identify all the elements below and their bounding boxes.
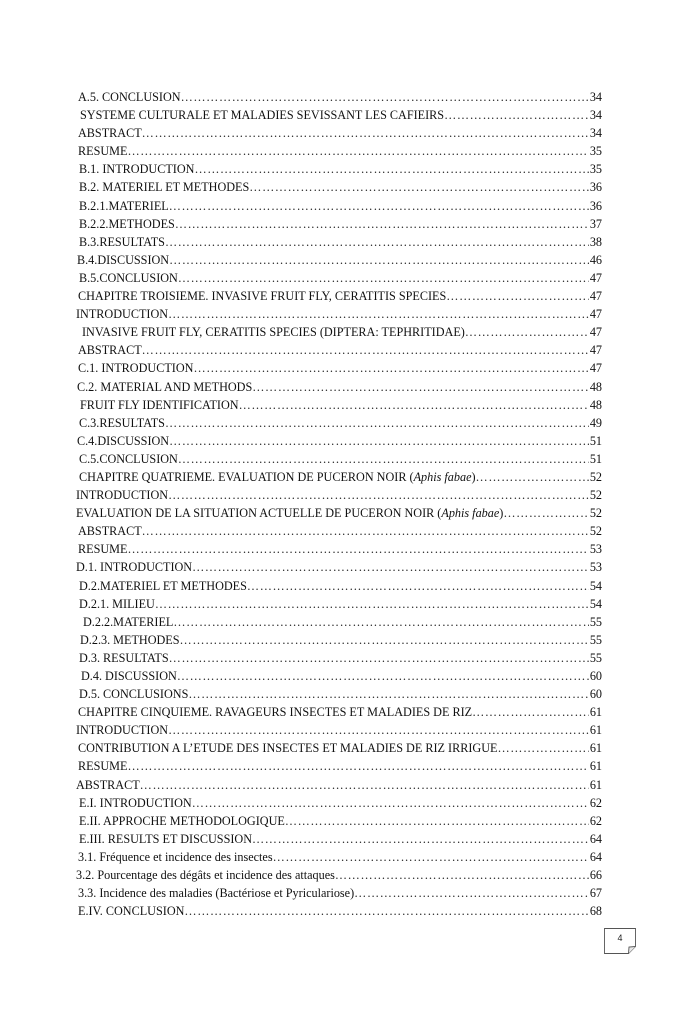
toc-entry-title bbox=[79, 812, 285, 830]
toc-dot-leader bbox=[465, 323, 589, 341]
toc-entry-page-number: 61 bbox=[589, 759, 602, 774]
toc-entry-page-number: 34 bbox=[589, 90, 602, 104]
toc-entry-title-text: INVASIVE FRUIT FLY, CERATITIS SPECIES (DIPTERA: TEPHRITIDAE) bbox=[82, 325, 465, 340]
toc-entry-page-number: 47 bbox=[589, 289, 602, 304]
toc-entry-page-number: 61 bbox=[589, 777, 602, 792]
toc-dot-leader bbox=[476, 468, 589, 486]
toc-entry[interactable] bbox=[76, 812, 602, 830]
toc-dot-leader bbox=[497, 739, 588, 757]
table-of-contents bbox=[76, 88, 602, 920]
toc-entry[interactable] bbox=[76, 341, 602, 359]
toc-entry[interactable] bbox=[76, 178, 602, 196]
toc-dot-leader bbox=[127, 142, 588, 160]
toc-entry[interactable] bbox=[76, 396, 602, 414]
toc-entry-title-text: B.1. INTRODUCTION bbox=[79, 162, 195, 177]
toc-entry-page-number: 51 bbox=[589, 451, 602, 466]
toc-entry-page-number: 38 bbox=[589, 234, 602, 249]
toc-entry-page-number: 52 bbox=[589, 506, 602, 521]
toc-entry-title bbox=[79, 233, 165, 251]
toc-entry-title-text: B.5.CONCLUSION bbox=[79, 270, 178, 285]
toc-entry-page-number: 35 bbox=[589, 144, 602, 159]
toc-dot-leader bbox=[446, 287, 589, 305]
toc-dot-leader bbox=[169, 197, 589, 215]
toc-entry[interactable] bbox=[76, 106, 602, 124]
toc-entry-species-name: Aphis fabae bbox=[441, 506, 500, 521]
toc-entry-title-text: CONTRIBUTION A L’ETUDE DES INSECTES ET MALADIES DE RIZ IRRIGUE bbox=[78, 741, 498, 756]
toc-entry-title-text: D.2.3. METHODES bbox=[80, 632, 180, 647]
toc-entry[interactable] bbox=[76, 848, 602, 866]
toc-dot-leader bbox=[140, 776, 589, 794]
toc-entry-title-text: C.2. MATERIAL AND METHODS bbox=[77, 379, 253, 394]
toc-entry[interactable] bbox=[76, 233, 602, 251]
toc-entry[interactable] bbox=[76, 794, 602, 812]
toc-dot-leader bbox=[273, 848, 589, 866]
toc-entry-title-text: B.2.1.MATERIEL bbox=[79, 198, 169, 213]
toc-entry[interactable] bbox=[76, 595, 602, 613]
toc-dot-leader bbox=[180, 631, 589, 649]
toc-entry-title-text: A.5. CONCLUSION bbox=[78, 90, 181, 104]
toc-entry[interactable] bbox=[76, 613, 602, 631]
toc-entry-title bbox=[78, 88, 181, 106]
toc-dot-leader bbox=[444, 106, 589, 124]
toc-entry[interactable] bbox=[76, 577, 602, 595]
toc-entry[interactable] bbox=[76, 287, 602, 305]
toc-entry-title bbox=[78, 884, 354, 902]
toc-entry-page-number: 62 bbox=[589, 795, 602, 810]
toc-dot-leader bbox=[168, 721, 589, 739]
toc-entry-page-number: 60 bbox=[589, 669, 602, 683]
toc-entry-page-number: 52 bbox=[589, 488, 602, 503]
toc-entry-title bbox=[77, 432, 169, 450]
toc-entry-title bbox=[78, 540, 127, 558]
toc-dot-leader bbox=[503, 504, 588, 522]
toc-entry-title bbox=[76, 721, 168, 739]
toc-dot-leader bbox=[193, 359, 588, 377]
toc-entry-title-text: D.3. RESULTATS bbox=[79, 650, 169, 665]
toc-entry[interactable] bbox=[76, 414, 602, 432]
toc-entry-page-number: 47 bbox=[589, 343, 602, 358]
toc-entry-page-number: 47 bbox=[589, 307, 602, 322]
toc-entry-title-text: ABSTRACT bbox=[78, 524, 142, 539]
toc-entry-title bbox=[78, 359, 193, 377]
toc-entry-title-text: INTRODUCTION bbox=[76, 723, 169, 738]
toc-entry-title bbox=[82, 323, 465, 341]
toc-entry-page-number: 68 bbox=[589, 904, 602, 919]
toc-entry-page-number: 55 bbox=[589, 614, 602, 629]
toc-entry-page-number: 37 bbox=[589, 216, 602, 231]
toc-dot-leader bbox=[142, 522, 589, 540]
toc-entry-title bbox=[76, 305, 168, 323]
toc-entry-title bbox=[78, 757, 127, 775]
toc-entry[interactable] bbox=[76, 160, 602, 178]
toc-entry[interactable] bbox=[76, 269, 602, 287]
toc-entry-title-text: EVALUATION DE LA SITUATION ACTUELLE DE PUCERON NOIR ( bbox=[76, 506, 442, 521]
toc-entry[interactable] bbox=[76, 649, 602, 667]
toc-entry[interactable] bbox=[76, 739, 602, 757]
toc-entry-title-text: B.3.RESULTATS bbox=[79, 234, 165, 249]
toc-entry-title bbox=[79, 160, 194, 178]
toc-entry-title bbox=[80, 396, 239, 414]
toc-entry-title bbox=[78, 848, 273, 866]
toc-dot-leader bbox=[177, 667, 589, 685]
toc-entry[interactable] bbox=[76, 305, 602, 323]
toc-entry-title-text: CHAPITRE QUATRIEME. EVALUATION DE PUCERON NOIR ( bbox=[79, 469, 414, 484]
toc-entry-title-text: 3.3. Incidence des maladies (Bactériose et Pyriculariose) bbox=[78, 886, 355, 901]
toc-entry-page-number: 47 bbox=[589, 325, 602, 340]
toc-entry-title bbox=[78, 522, 142, 540]
toc-entry-page-number: 67 bbox=[589, 886, 602, 901]
toc-entry[interactable] bbox=[76, 468, 602, 486]
toc-entry-title-text: CHAPITRE TROISIEME. INVASIVE FRUIT FLY, CERATITIS SPECIES bbox=[78, 289, 447, 304]
toc-entry-page-number: 48 bbox=[589, 397, 602, 412]
toc-entry-page-number: 61 bbox=[589, 705, 602, 720]
toc-entry[interactable] bbox=[76, 540, 602, 558]
toc-entry[interactable] bbox=[76, 558, 602, 576]
toc-entry-title-text: B.2. MATERIEL ET METHODES bbox=[79, 180, 250, 195]
toc-entry[interactable] bbox=[76, 866, 602, 884]
toc-entry[interactable] bbox=[76, 197, 602, 215]
toc-entry-title bbox=[79, 197, 169, 215]
toc-dot-leader bbox=[165, 233, 589, 251]
toc-entry-title-text: E.I. INTRODUCTION bbox=[79, 795, 192, 810]
toc-entry-page-number: 47 bbox=[589, 270, 602, 285]
toc-entry-title bbox=[79, 178, 249, 196]
toc-dot-leader bbox=[247, 577, 589, 595]
toc-entry-title-text: FRUIT FLY IDENTIFICATION bbox=[80, 397, 239, 412]
toc-entry-title bbox=[78, 124, 142, 142]
toc-dot-leader bbox=[142, 124, 589, 142]
toc-entry-title-text: E.II. APPROCHE METHODOLOGIQUE bbox=[79, 813, 285, 828]
toc-entry-title bbox=[78, 902, 184, 920]
toc-entry-page-number: 53 bbox=[589, 542, 602, 557]
toc-entry-title-suffix: ) bbox=[499, 506, 504, 521]
toc-dot-leader bbox=[188, 685, 588, 703]
toc-entry[interactable] bbox=[76, 486, 602, 504]
toc-entry-page-number: 52 bbox=[589, 469, 602, 484]
toc-entry-title bbox=[78, 287, 446, 305]
toc-entry-title bbox=[80, 106, 444, 124]
toc-entry-page-number: 53 bbox=[589, 560, 602, 575]
toc-entry-page-number: 66 bbox=[589, 868, 602, 883]
toc-entry-title-text: C.5.CONCLUSION bbox=[79, 451, 178, 466]
toc-entry-title-text: C.3.RESULTATS bbox=[79, 415, 165, 430]
toc-entry[interactable] bbox=[76, 902, 602, 920]
toc-entry-page-number: 52 bbox=[589, 524, 602, 539]
toc-entry-title-text: D.4. DISCUSSION bbox=[81, 669, 177, 683]
toc-entry-page-number: 34 bbox=[589, 126, 602, 141]
toc-entry-title bbox=[80, 631, 180, 649]
toc-dot-leader bbox=[127, 757, 588, 775]
toc-dot-leader bbox=[335, 866, 589, 884]
toc-entry-title bbox=[79, 830, 252, 848]
toc-entry-title bbox=[77, 251, 169, 269]
toc-entry-page-number: 47 bbox=[589, 361, 602, 376]
toc-entry[interactable] bbox=[76, 631, 602, 649]
toc-entry-title bbox=[79, 685, 188, 703]
toc-entry-title-text: D.5. CONCLUSIONS bbox=[79, 687, 189, 702]
toc-entry-page-number: 61 bbox=[589, 723, 602, 738]
toc-entry[interactable] bbox=[76, 450, 602, 468]
toc-entry[interactable] bbox=[76, 215, 602, 233]
toc-entry-title-text: D.2.2.MATERIEL bbox=[83, 614, 174, 629]
toc-entry[interactable] bbox=[76, 667, 602, 685]
toc-entry-title bbox=[79, 794, 192, 812]
toc-entry-page-number: 64 bbox=[589, 831, 602, 846]
toc-entry-title-text: C.4.DISCUSSION bbox=[77, 433, 170, 448]
toc-entry[interactable] bbox=[76, 323, 602, 341]
toc-entry[interactable] bbox=[76, 884, 602, 902]
toc-entry-title-text: 3.1. Fréquence et incidence des insectes bbox=[78, 849, 273, 864]
toc-dot-leader bbox=[239, 396, 589, 414]
toc-entry-title bbox=[79, 577, 247, 595]
toc-entry-title bbox=[79, 215, 175, 233]
toc-entry-page-number: 36 bbox=[589, 180, 602, 195]
toc-entry-title-text: INTRODUCTION bbox=[76, 307, 169, 322]
toc-entry-page-number: 49 bbox=[589, 415, 602, 430]
toc-dot-leader bbox=[142, 341, 589, 359]
toc-entry-title bbox=[79, 414, 165, 432]
toc-entry[interactable] bbox=[76, 776, 602, 794]
page-number: 4 bbox=[617, 933, 623, 943]
toc-entry-title-text: RESUME bbox=[78, 759, 128, 774]
toc-entry[interactable] bbox=[76, 124, 602, 142]
toc-entry-title-text: E.III. RESULTS ET DISCUSSION bbox=[79, 831, 253, 846]
toc-entry-title bbox=[76, 558, 192, 576]
toc-entry[interactable] bbox=[76, 251, 602, 269]
toc-entry-title-text: ABSTRACT bbox=[76, 777, 140, 792]
toc-entry[interactable] bbox=[76, 522, 602, 540]
toc-entry[interactable] bbox=[76, 142, 602, 160]
toc-dot-leader bbox=[252, 830, 589, 848]
toc-entry-title bbox=[76, 486, 168, 504]
toc-dot-leader bbox=[155, 595, 589, 613]
toc-entry[interactable] bbox=[76, 504, 602, 522]
toc-entry-page-number: 55 bbox=[589, 632, 602, 647]
toc-entry-title bbox=[76, 504, 503, 522]
toc-entry-page-number: 62 bbox=[589, 813, 602, 828]
toc-entry[interactable] bbox=[76, 378, 602, 396]
toc-entry-title-text: D.2.MATERIEL ET METHODES bbox=[79, 578, 247, 593]
toc-dot-leader bbox=[194, 160, 588, 178]
toc-entry[interactable] bbox=[76, 432, 602, 450]
toc-entry-title-text: C.1. INTRODUCTION bbox=[78, 361, 194, 376]
toc-entry[interactable] bbox=[76, 830, 602, 848]
toc-entry-title bbox=[81, 667, 177, 685]
toc-dot-leader bbox=[178, 269, 589, 287]
toc-dot-leader bbox=[169, 251, 589, 269]
toc-entry-title bbox=[78, 739, 497, 757]
toc-entry-species-name: Aphis fabae bbox=[413, 469, 472, 484]
toc-entry-title bbox=[79, 450, 178, 468]
toc-dot-leader bbox=[472, 703, 589, 721]
toc-entry-title bbox=[79, 595, 155, 613]
toc-entry-page-number: 34 bbox=[589, 108, 602, 123]
toc-entry-title-text: RESUME bbox=[78, 144, 128, 159]
page-number-box bbox=[604, 928, 636, 954]
toc-dot-leader bbox=[285, 812, 589, 830]
toc-entry-title-text: ABSTRACT bbox=[78, 343, 142, 358]
toc-dot-leader bbox=[169, 432, 589, 450]
toc-entry-title bbox=[83, 613, 173, 631]
toc-entry-page-number: 54 bbox=[589, 578, 602, 593]
toc-dot-leader bbox=[168, 305, 589, 323]
toc-entry-page-number: 60 bbox=[589, 687, 602, 702]
toc-entry-title-text: ABSTRACT bbox=[78, 126, 142, 141]
toc-dot-leader bbox=[127, 540, 588, 558]
toc-dot-leader bbox=[354, 884, 589, 902]
toc-entry-title bbox=[79, 468, 476, 486]
toc-entry-title bbox=[78, 142, 127, 160]
toc-entry-title bbox=[76, 866, 335, 884]
toc-entry[interactable] bbox=[76, 88, 602, 106]
toc-entry-title-text: D.2.1. MILIEU bbox=[79, 596, 155, 611]
toc-entry-page-number: 36 bbox=[589, 198, 602, 213]
toc-entry-title-text: 3.2. Pourcentage des dégâts et incidence des attaques bbox=[76, 868, 335, 883]
toc-entry-title bbox=[79, 269, 178, 287]
toc-entry-page-number: 55 bbox=[589, 650, 602, 665]
toc-entry-page-number: 46 bbox=[589, 252, 602, 267]
toc-entry[interactable] bbox=[76, 703, 602, 721]
toc-dot-leader bbox=[169, 649, 589, 667]
toc-entry-page-number: 61 bbox=[589, 741, 602, 756]
toc-entry-title bbox=[79, 649, 169, 667]
toc-dot-leader bbox=[249, 178, 589, 196]
toc-entry-page-number: 54 bbox=[589, 596, 602, 611]
toc-entry-title-text: D.1. INTRODUCTION bbox=[76, 560, 193, 575]
toc-entry-title-text: CHAPITRE CINQUIEME. RAVAGEURS INSECTES ET MALADIES DE RIZ bbox=[78, 705, 473, 720]
toc-entry-title-suffix: ) bbox=[471, 469, 476, 484]
toc-entry-title bbox=[78, 341, 142, 359]
toc-dot-leader bbox=[168, 486, 589, 504]
toc-dot-leader bbox=[175, 215, 589, 233]
toc-entry[interactable] bbox=[76, 757, 602, 775]
toc-entry[interactable] bbox=[76, 721, 602, 739]
toc-entry-title-text: B.2.2.METHODES bbox=[79, 216, 175, 231]
toc-dot-leader bbox=[184, 902, 588, 920]
toc-entry[interactable] bbox=[76, 359, 602, 377]
toc-entry-page-number: 35 bbox=[589, 162, 602, 177]
toc-entry-title-text: SYSTEME CULTURALE ET MALADIES SEVISSANT LES CAFIEIRS bbox=[80, 108, 445, 123]
toc-entry-title-text: RESUME bbox=[78, 542, 128, 557]
toc-entry-title-text: B.4.DISCUSSION bbox=[77, 252, 170, 267]
toc-dot-leader bbox=[178, 450, 589, 468]
toc-dot-leader bbox=[165, 414, 589, 432]
toc-entry-title bbox=[76, 776, 140, 794]
toc-entry-page-number: 51 bbox=[589, 433, 602, 448]
toc-entry-title-text: E.IV. CONCLUSION bbox=[78, 904, 185, 919]
toc-entry-title bbox=[78, 703, 472, 721]
toc-dot-leader bbox=[192, 794, 589, 812]
toc-entry[interactable] bbox=[76, 685, 602, 703]
toc-entry-page-number: 48 bbox=[589, 379, 602, 394]
toc-dot-leader bbox=[192, 558, 589, 576]
toc-entry-page-number: 64 bbox=[589, 849, 602, 864]
toc-entry-title bbox=[77, 378, 252, 396]
toc-dot-leader bbox=[181, 88, 589, 106]
toc-dot-leader bbox=[173, 613, 588, 631]
toc-entry-title-text: INTRODUCTION bbox=[76, 488, 169, 503]
toc-dot-leader bbox=[252, 378, 589, 396]
